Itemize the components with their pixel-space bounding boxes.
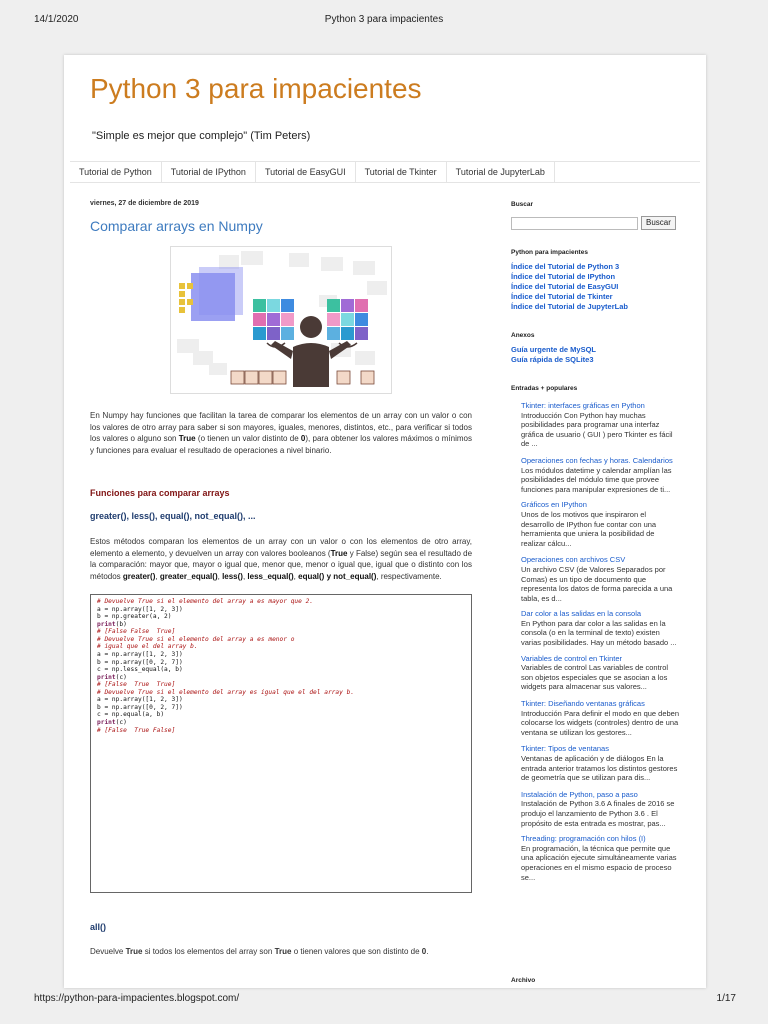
index-heading: Python para impacientes [511,249,588,256]
popular-post [521,699,681,737]
annex-link-sqlite[interactable]: Guía rápida de SQLite3 [511,355,594,364]
code-line: a = np.array([1, 2, 3]) [97,696,183,704]
code-line: b = np.greater(a, 2) [97,613,172,621]
search-button[interactable]: Buscar [641,216,676,230]
archive-heading: Archivo [511,977,536,984]
popular-post [521,654,681,692]
popular-post-title[interactable]: Operaciones con archivos CSV [521,555,626,565]
code-line: b = np.array([0, 2, 7]) [97,703,183,711]
print-url: https://python-para-impacientes.blogspot.com/ [34,993,240,1004]
popular-post-snippet: Los módulos datetime y calendar amplían las posibilidades del módulo time que provee funciones para manipular expresiones de ti... [521,465,672,494]
popular-post-title[interactable]: Tkinter: Diseñando ventanas gráficas [521,699,645,709]
code-line: print(b) [97,620,127,628]
functions-subheading: greater(), less(), equal(), not_equal(), ... [90,511,256,521]
intro-paragraph: En Numpy hay funciones que facilitan la tarea de comparar los elementos de un array con un valor o con los valores de otro array para saber si son mayores, iguales, menores, distintos, etc., para verificar si todos los valores o alguno son True (o tienen un valor distinto de 0), para obtener los valores máximos o mínimos y funciones para evaluar el resultado de operaciones a nivel binario. [90,411,472,455]
post-title[interactable]: Comparar arrays en Numpy [90,218,263,234]
popular-post-snippet: Un archivo CSV (de Valores Separados por Comas) es un tipo de documento que representa los datos de forma parecida a una tabla, es d... [521,564,673,603]
description-paragraph: Estos métodos comparan los elementos de un array con un valor o con los elementos de otro array, elemento a elemento, y devuelven un array con valores booleanos (True y False) según sea el resultado de la comparación: mayor que, mayor o igual que, menor que, menor o igual que, igual que o distinto con los métodos greater(), greater_equal(), less(), less_equal(), equal() y not_equal(), respectivamente. [90,537,473,581]
popular-post-title[interactable]: Operaciones con fechas y horas. Calendarios [521,455,673,465]
popular-post-snippet: Instalación de Python 3.6 A finales de 2016 se produjo el lanzamiento de Python 3.6 . El propósito de esta entrada es mostrar, pas... [521,799,675,828]
code-line: # Devuelve True si el elemento del array a es menor o [97,635,295,643]
popular-post-title[interactable]: Threading: programación con hilos (I) [521,834,646,844]
popular-heading: Entradas + populares [511,385,578,392]
post-date: viernes, 27 de diciembre de 2019 [90,200,199,207]
code-line: a = np.array([1, 2, 3]) [97,650,183,658]
popular-post-snippet: En Python para dar color a las salidas en la consola (o en la terminal de texto) existen varias posibilidades. Hay un método basado ... [521,618,677,648]
index-link-jupyterlab[interactable]: Índice del Tutorial de JupyterLab [511,302,628,311]
popular-post-title[interactable]: Gráficos en IPython [521,500,587,510]
all-description: Devuelve True si todos los elementos del array son True o tienen valores que son distinto de 0. [90,947,429,956]
blog-description: "Simple es mejor que complejo" (Tim Peters) [92,130,311,142]
search-widget [511,216,681,230]
tab-ipython[interactable]: Tutorial de IPython [162,162,256,182]
popular-post-snippet: En programación, la técnica que permite que una aplicación ejecute simultáneamente varias operaciones en el mismo espacio de proceso se... [521,843,677,882]
popular-post-snippet: Unos de los motivos que inspiraron el desarrollo de IPython fue contar con una herramienta que uniera la posibilidad de realizar cálcu... [521,509,657,548]
code-line: # [False False True] [97,628,176,636]
print-header [0,14,768,28]
popular-post-title[interactable]: Variables de control en Tkinter [521,653,623,663]
popular-post-snippet: Introducción Con Python hay muchas posibilidades para programar una interfaz gráfica de usuario ( GUI ) pero Tkinter es fácil de ... [521,410,673,449]
tab-easygui[interactable]: Tutorial de EasyGUI [256,162,356,182]
popular-post [521,500,681,548]
blog-page [64,55,706,988]
code-line: # [False True False] [97,726,176,734]
all-heading: all() [90,922,107,932]
popular-post [521,401,681,449]
index-link-easygui[interactable]: Índice del Tutorial de EasyGUI [511,282,619,291]
tab-bar [70,161,700,183]
code-line: c = np.equal(a, b) [97,711,165,719]
blog-title[interactable]: Python 3 para impacientes [90,73,422,104]
popular-post [521,744,681,782]
section-heading: Funciones para comparar arrays [90,488,230,498]
popular-post [521,555,681,603]
index-link-python[interactable]: Índice del Tutorial de Python 3 [511,262,620,271]
code-line: b = np.array([0, 2, 7]) [97,658,183,666]
index-links [511,262,681,312]
popular-post-title[interactable]: Tkinter: interfaces gráficas en Python [521,401,645,410]
array-comparison-illustration [171,247,392,394]
tab-jupyterlab[interactable]: Tutorial de JupyterLab [447,162,555,182]
sidebar [511,201,681,984]
post [90,200,472,956]
popular-post-title[interactable]: Tkinter: Tipos de ventanas [521,744,609,754]
code-line: # [False True True] [97,681,176,689]
code-line: # Devuelve True si el elemento del array a es mayor que 2. [97,598,314,605]
code-line: # igual que el del array b. [97,643,198,651]
popular-post [521,456,681,494]
code-block[interactable] [90,594,472,893]
popular-posts [511,401,681,882]
code-line: a = np.array([1, 2, 3]) [97,605,183,613]
code-line: print(c) [97,719,127,726]
popular-post-snippet: Variables de control Las variables de control son objetos especiales que se asocian a los widgets para almacenar sus valores... [521,663,669,692]
popular-post-title[interactable]: Dar color a las salidas en la consola [521,609,642,619]
tab-tkinter[interactable]: Tutorial de Tkinter [356,162,447,182]
code-line: print(c) [97,673,127,681]
print-page-number: 1/17 [716,993,736,1004]
post-illustration[interactable] [170,246,392,394]
print-date: 14/1/2020 [34,14,79,25]
popular-post-snippet: Ventanas de aplicación y de diálogos En la entrada anterior tratamos los distintos gestores de geometría que se utilizan para dis... [521,754,678,783]
index-link-ipython[interactable]: Índice del Tutorial de IPython [511,272,616,281]
index-link-tkinter[interactable]: Índice del Tutorial de Tkinter [511,292,613,301]
popular-post-snippet: Introducción Para definir el modo en que deben colocarse los widgets (controles) dentro de una ventana se utilizan los gestores... [521,708,680,737]
tab-python[interactable]: Tutorial de Python [70,162,162,182]
popular-post [521,609,681,647]
code-line: c = np.less_equal(a, b) [97,666,183,674]
popular-post [521,834,681,882]
code-line: # Devuelve True si el elemento del array es igual que el del array b. [97,688,355,696]
popular-post [521,790,681,828]
popular-post-title[interactable]: Instalación de Python, paso a paso [521,789,638,799]
print-title: Python 3 para impacientes [324,14,444,25]
annex-link-mysql[interactable]: Guía urgente de MySQL [511,345,597,354]
annex-links [511,345,681,365]
annex-heading: Anexos [511,332,535,339]
search-label: Buscar [511,201,534,208]
search-input[interactable] [511,217,638,230]
